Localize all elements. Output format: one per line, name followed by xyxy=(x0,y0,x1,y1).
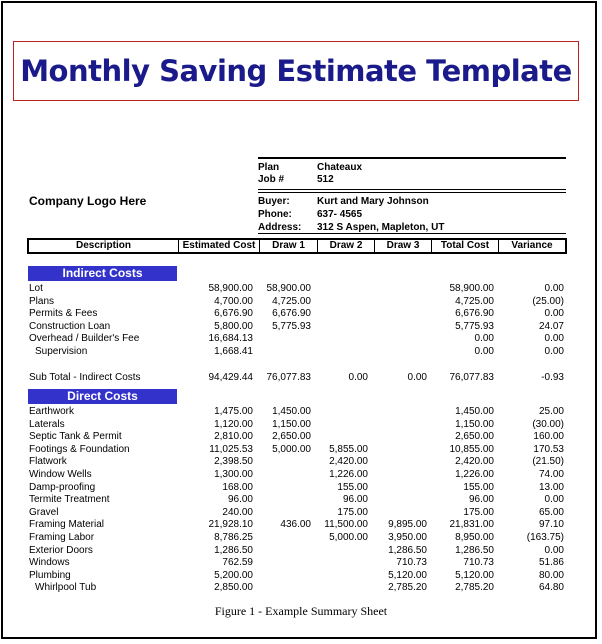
cell-est: 11,025.53 xyxy=(209,443,253,455)
table-header xyxy=(27,238,567,254)
cell-var: 80.00 xyxy=(538,569,564,581)
col-draw-3: Draw 3 xyxy=(374,240,431,252)
plan-value: Chateaux xyxy=(317,162,363,173)
cell-total: 710.73 xyxy=(463,557,494,569)
buyer-label: Buyer: xyxy=(258,196,290,207)
figure-caption: Figure 1 - Example Summary Sheet xyxy=(214,604,388,618)
subtotal-est: 94,429.44 xyxy=(208,372,253,383)
cell-var: 0.00 xyxy=(544,308,564,320)
cell-d1: 1,150.00 xyxy=(272,418,311,430)
cell-var: (25.00) xyxy=(532,295,564,307)
table-row xyxy=(0,494,602,506)
cell-est: 5,200.00 xyxy=(214,569,253,581)
buyer-block xyxy=(258,196,566,234)
cell-desc: Whirlpool Tub xyxy=(35,582,97,594)
cell-d3: 1,286.50 xyxy=(388,544,427,556)
cell-total: 96.00 xyxy=(468,494,494,506)
table-row xyxy=(0,482,602,494)
cell-desc: Damp-proofing xyxy=(29,481,96,493)
cell-var: 97.10 xyxy=(538,519,564,531)
cell-est: 240.00 xyxy=(222,506,253,518)
cell-var: 13.00 xyxy=(538,481,564,493)
cell-d2: 5,855.00 xyxy=(329,443,368,455)
job-label: Job # xyxy=(258,174,285,185)
cell-var: 0.00 xyxy=(544,346,564,357)
cell-total: 1,450.00 xyxy=(455,406,494,417)
cell-total: 21,831.00 xyxy=(449,519,494,531)
cell-var: 0.00 xyxy=(544,544,564,556)
cell-desc: Flatwork xyxy=(29,456,67,468)
phone-label: Phone: xyxy=(258,209,292,220)
cell-est: 58,900.00 xyxy=(208,283,253,294)
company-logo-placeholder: Company Logo Here xyxy=(29,194,147,208)
cell-var: (30.00) xyxy=(532,418,564,430)
cell-d2: 2,420.00 xyxy=(329,456,368,468)
cell-desc: Framing Material xyxy=(29,519,105,531)
table-row xyxy=(0,346,602,358)
table-row xyxy=(0,570,602,582)
cell-var: 0.00 xyxy=(544,333,564,345)
cell-d1: 58,900.00 xyxy=(266,283,311,294)
table-row xyxy=(0,308,602,320)
cell-est: 5,800.00 xyxy=(214,320,253,332)
cell-var: (21.50) xyxy=(532,456,564,468)
cell-est: 21,928.10 xyxy=(208,519,253,531)
cell-total: 5,775.93 xyxy=(455,320,494,332)
cell-d3: 9,895.00 xyxy=(388,519,427,531)
cell-total: 1,226.00 xyxy=(455,469,494,480)
table-row xyxy=(0,582,602,594)
cell-d1: 5,000.00 xyxy=(272,443,311,455)
address-value: 312 S Aspen, Mapleton, UT xyxy=(317,222,445,233)
cell-d2: 11,500.00 xyxy=(324,519,368,531)
table-row xyxy=(0,283,602,295)
direct-costs-heading: Direct Costs xyxy=(28,389,177,404)
cell-d1: 1,450.00 xyxy=(272,406,311,417)
subtotal-d2: 0.00 xyxy=(348,372,368,383)
table-row xyxy=(0,469,602,481)
table-row xyxy=(0,545,602,557)
cell-est: 2,398.50 xyxy=(214,456,253,468)
cell-desc: Framing Labor xyxy=(29,532,95,543)
col-description: Description xyxy=(75,240,131,251)
cell-total: 5,120.00 xyxy=(455,569,494,581)
cell-est: 1,475.00 xyxy=(214,406,253,417)
table-row xyxy=(0,431,602,443)
cell-d3: 3,950.00 xyxy=(388,532,427,543)
cell-d1: 5,775.93 xyxy=(272,320,311,332)
cell-var: 74.00 xyxy=(538,469,564,480)
indirect-costs-heading: Indirect Costs xyxy=(28,266,177,281)
cell-desc: Permits & Fees xyxy=(29,308,98,320)
cell-est: 2,810.00 xyxy=(214,431,253,443)
cell-var: 160.00 xyxy=(533,431,564,443)
cell-total: 10,855.00 xyxy=(449,443,494,455)
cell-est: 16,684.13 xyxy=(208,333,253,345)
cell-est: 2,850.00 xyxy=(214,582,253,594)
cell-est: 762.59 xyxy=(222,557,253,569)
cell-d1: 4,725.00 xyxy=(272,295,311,307)
cell-total: 155.00 xyxy=(463,481,494,493)
cell-est: 1,300.00 xyxy=(214,469,253,480)
col-variance: Variance xyxy=(498,240,565,252)
cell-var: (163.75) xyxy=(526,532,564,543)
table-row xyxy=(0,333,602,345)
subtotal-row xyxy=(0,372,602,384)
cell-d2: 175.00 xyxy=(337,506,368,518)
cell-est: 168.00 xyxy=(222,481,253,493)
cell-total: 175.00 xyxy=(463,506,494,518)
col-total-cost: Total Cost xyxy=(431,240,498,252)
cell-est: 1,120.00 xyxy=(214,418,253,430)
cell-desc: Septic Tank & Permit xyxy=(29,431,122,443)
phone-value: 637- 4565 xyxy=(317,209,363,220)
cell-desc: Footings & Foundation xyxy=(29,443,130,455)
cell-desc: Termite Treatment xyxy=(29,494,110,506)
cell-est: 1,286.50 xyxy=(214,544,253,556)
cell-var: 25.00 xyxy=(538,406,564,417)
subtotal-var: -0.93 xyxy=(541,372,564,383)
subtotal-total: 76,077.83 xyxy=(449,372,494,383)
cell-total: 2,420.00 xyxy=(455,456,494,468)
cell-est: 96.00 xyxy=(227,494,253,506)
table-row xyxy=(0,406,602,418)
job-value: 512 xyxy=(317,174,334,185)
cell-est: 6,676.90 xyxy=(214,308,253,320)
cell-var: 0.00 xyxy=(544,494,564,506)
table-row xyxy=(0,519,602,531)
col-draw-1: Draw 1 xyxy=(259,240,317,252)
cell-desc: Overhead / Builder's Fee xyxy=(29,333,140,345)
page-title: Monthly Saving Estimate Template xyxy=(20,54,572,88)
cell-d1: 2,650.00 xyxy=(272,431,311,443)
cell-var: 65.00 xyxy=(538,506,564,518)
cell-est: 8,786.25 xyxy=(214,532,253,543)
cell-desc: Gravel xyxy=(29,506,59,518)
buyer-value: Kurt and Mary Johnson xyxy=(317,196,429,207)
table-row xyxy=(0,296,602,308)
cell-d2: 155.00 xyxy=(337,481,368,493)
cell-total: 2,650.00 xyxy=(455,431,494,443)
info-mid-rule-2 xyxy=(258,192,566,193)
cell-est: 4,700.00 xyxy=(214,295,253,307)
title-box xyxy=(13,41,579,101)
info-top-rule xyxy=(258,157,566,159)
address-label: Address: xyxy=(258,222,302,233)
cell-d3: 2,785.20 xyxy=(388,582,427,594)
cell-d2: 5,000.00 xyxy=(329,532,368,543)
cell-total: 1,150.00 xyxy=(455,418,494,430)
cell-desc: Supervision xyxy=(35,346,88,357)
cell-desc: Plumbing xyxy=(29,569,71,581)
col-draw-2: Draw 2 xyxy=(317,240,374,252)
table-row xyxy=(0,456,602,468)
subtotal-d1: 76,077.83 xyxy=(266,372,311,383)
cell-var: 64.80 xyxy=(538,582,564,594)
info-bottom-rule xyxy=(258,233,566,234)
cell-var: 51.86 xyxy=(538,557,564,569)
plan-label: Plan xyxy=(258,162,280,173)
cell-var: 170.53 xyxy=(533,443,564,455)
cell-total: 8,950.00 xyxy=(455,532,494,543)
cell-total: 0.00 xyxy=(474,333,494,345)
plan-block xyxy=(258,162,566,186)
subtotal-desc: Sub Total - Indirect Costs xyxy=(29,372,141,383)
col-estimated-cost: Estimated Cost xyxy=(178,240,259,252)
cell-est: 1,668.41 xyxy=(214,346,253,357)
cell-d1: 6,676.90 xyxy=(272,308,311,320)
cell-desc: Plans xyxy=(29,295,55,307)
table-row xyxy=(0,557,602,569)
cell-var: 0.00 xyxy=(544,283,564,294)
cell-d3: 710.73 xyxy=(396,557,427,569)
table-row xyxy=(0,532,602,544)
cell-desc: Laterals xyxy=(29,418,65,430)
cell-desc: Earthwork xyxy=(29,406,75,417)
cell-desc: Window Wells xyxy=(29,469,92,480)
cell-d3: 5,120.00 xyxy=(388,569,427,581)
cell-total: 58,900.00 xyxy=(449,283,494,294)
cell-desc: Windows xyxy=(29,557,70,569)
cell-total: 1,286.50 xyxy=(455,544,494,556)
cell-total: 4,725.00 xyxy=(455,295,494,307)
cell-total: 2,785.20 xyxy=(455,582,494,594)
table-row xyxy=(0,507,602,519)
cell-var: 24.07 xyxy=(538,320,564,332)
cell-desc: Exterior Doors xyxy=(29,544,93,556)
cell-d2: 96.00 xyxy=(342,494,368,506)
table-row xyxy=(0,419,602,431)
cell-d1: 436.00 xyxy=(280,519,311,531)
subtotal-d3: 0.00 xyxy=(407,372,427,383)
cell-total: 0.00 xyxy=(474,346,494,357)
info-mid-rule xyxy=(258,189,566,190)
table-row xyxy=(0,444,602,456)
cell-desc: Lot xyxy=(29,283,43,294)
table-row xyxy=(0,321,602,333)
cell-desc: Construction Loan xyxy=(29,320,111,332)
cell-d2: 1,226.00 xyxy=(329,469,368,480)
cell-total: 6,676.90 xyxy=(455,308,494,320)
